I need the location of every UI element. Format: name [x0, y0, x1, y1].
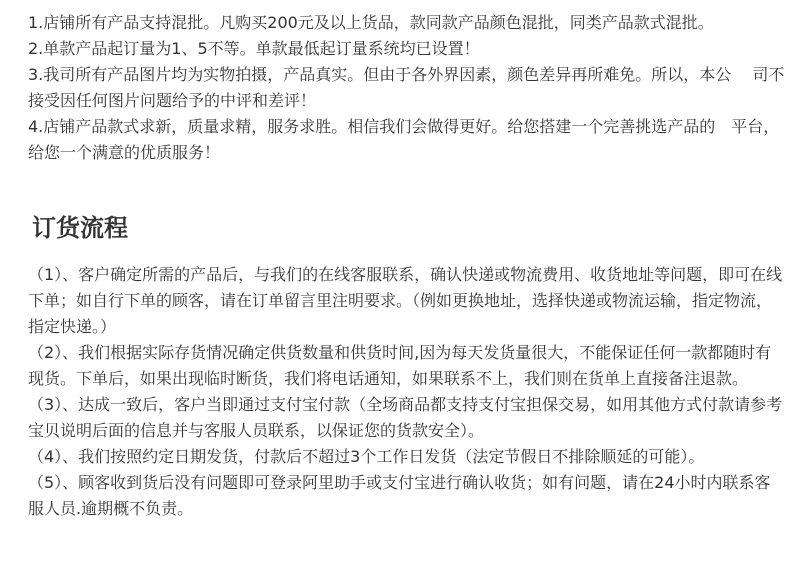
section-title: 订货流程: [32, 214, 128, 242]
step-5: （5）、顾客收到货后没有问题即可登录阿里助手或支付宝进行确认收货；如有问题，请在24小时内联系客服人员.逾期概不负责。: [28, 473, 771, 518]
note-minimum-order: 2.单款产品起订量为1、5不等。单款最低起订量系统均已设置！: [28, 39, 480, 58]
step-1: （1）、客户确定所需的产品后，与我们的在线客服联系，确认快递或物流费用、收货地址等问题，即可在线下单；如自行下单的顾客，请在订单留言里注明要求。（例如更换地址，选择快递或物流运输，指定物流，指定快递。）: [28, 265, 783, 336]
order-process-steps: [28, 262, 786, 522]
note-mixed-wholesale: 1.店铺所有产品支持混批。凡购买200元及以上货品，款同款产品颜色混批，同类产品款式混批。: [28, 13, 714, 32]
step-2: （2）、我们根据实际存货情况确定供货数量和供货时间,因为每天发货量很大，不能保证任何一款都随时有现货。下单后，如果出现临时断货，我们将电话通知，如果联系不上，我们则在货单上直接备注退款。: [28, 343, 772, 388]
store-notes: [28, 10, 786, 166]
note-service-quality: 4.店铺产品款式求新，质量求精，服务求胜。相信我们会做得更好。给您搭建一个完善挑选产品的 平台，给您一个满意的优质服务！: [28, 117, 780, 162]
note-real-photos: 3.我司所有产品图片均为实物拍摄，产品真实。但由于各外界因素，颜色差异再所难免。所以，本公 司不接受因任何图片问题给予的中评和差评！: [28, 65, 785, 110]
step-4: （4）、我们按照约定日期发货，付款后不超过3个工作日发货（法定节假日不排除顺延的可能）。: [28, 447, 705, 466]
step-3: （3）、达成一致后，客户当即通过支付宝付款（全场商品都支持支付宝担保交易，如用其他方式付款请参考宝贝说明后面的信息并与客服人员联系，以保证您的货款安全）。: [28, 395, 783, 440]
